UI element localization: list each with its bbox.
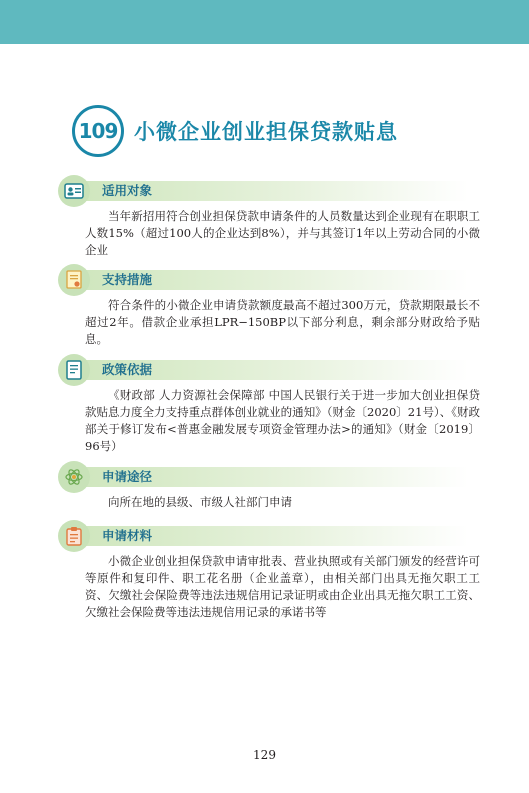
section-header-application-materials	[58, 523, 468, 549]
paragraph: 小微企业创业担保贷款申请审批表、营业执照或有关部门颁发的经营许可等原件和复印件、职工花名册（企业盖章），由相关部门出具无拖欠职工工资、欠缴社会保险费等违法违规信用记录证明或由企业出具无拖欠职工工资、欠缴社会保险费等违法违规信用记录的承诺书等	[85, 554, 480, 619]
section-body-support	[85, 297, 480, 348]
section-body-application-materials	[85, 553, 480, 621]
clipboard-icon	[58, 520, 90, 552]
section-heading: 申请材料	[102, 528, 153, 543]
section-body-policy-basis	[85, 387, 480, 455]
section-header-application-channel	[58, 464, 468, 490]
paragraph: 向所在地的县级、市级人社部门申请	[108, 495, 292, 509]
certificate-icon	[58, 264, 90, 296]
section-heading: 支持措施	[102, 272, 153, 287]
section-heading: 适用对象	[102, 183, 153, 198]
paragraph: 当年新招用符合创业担保贷款申请条件的人员数量达到企业现有在职职工人数15%（超过100人的企业达到8%），并与其签订1年以上劳动合同的小微企业	[85, 209, 480, 257]
item-number-badge: 109	[72, 105, 124, 157]
title-text: 小微企业创业担保贷款贴息	[134, 120, 398, 144]
id-card-icon	[58, 175, 90, 207]
section-heading: 申请途径	[102, 469, 153, 484]
section-body-eligibility	[85, 208, 480, 259]
network-icon	[58, 461, 90, 493]
section-header-policy-basis	[58, 357, 468, 383]
page-title	[72, 104, 398, 158]
section-header-support	[58, 267, 468, 293]
page-number: 129	[253, 748, 276, 762]
section-body-application-channel	[85, 494, 480, 511]
paragraph: 《财政部 人力资源社会保障部 中国人民银行关于进一步加大创业担保贷款贴息力度全力支持重点群体创业就业的通知》（财金〔2020〕21号）、《财政部关于修订发布<普惠金融发展专项资金管理办法>的通知》（财金〔2019〕96号）	[85, 388, 480, 453]
paragraph: 符合条件的小微企业申请贷款额度最高不超过300万元，贷款期限最长不超过2年。借款企业承担LPR−150BP以下部分利息，剩余部分财政给予贴息。	[85, 298, 480, 346]
section-heading: 政策依据	[102, 362, 153, 377]
section-header-eligibility	[58, 178, 468, 204]
document-icon	[58, 354, 90, 386]
top-banner	[0, 0, 529, 44]
